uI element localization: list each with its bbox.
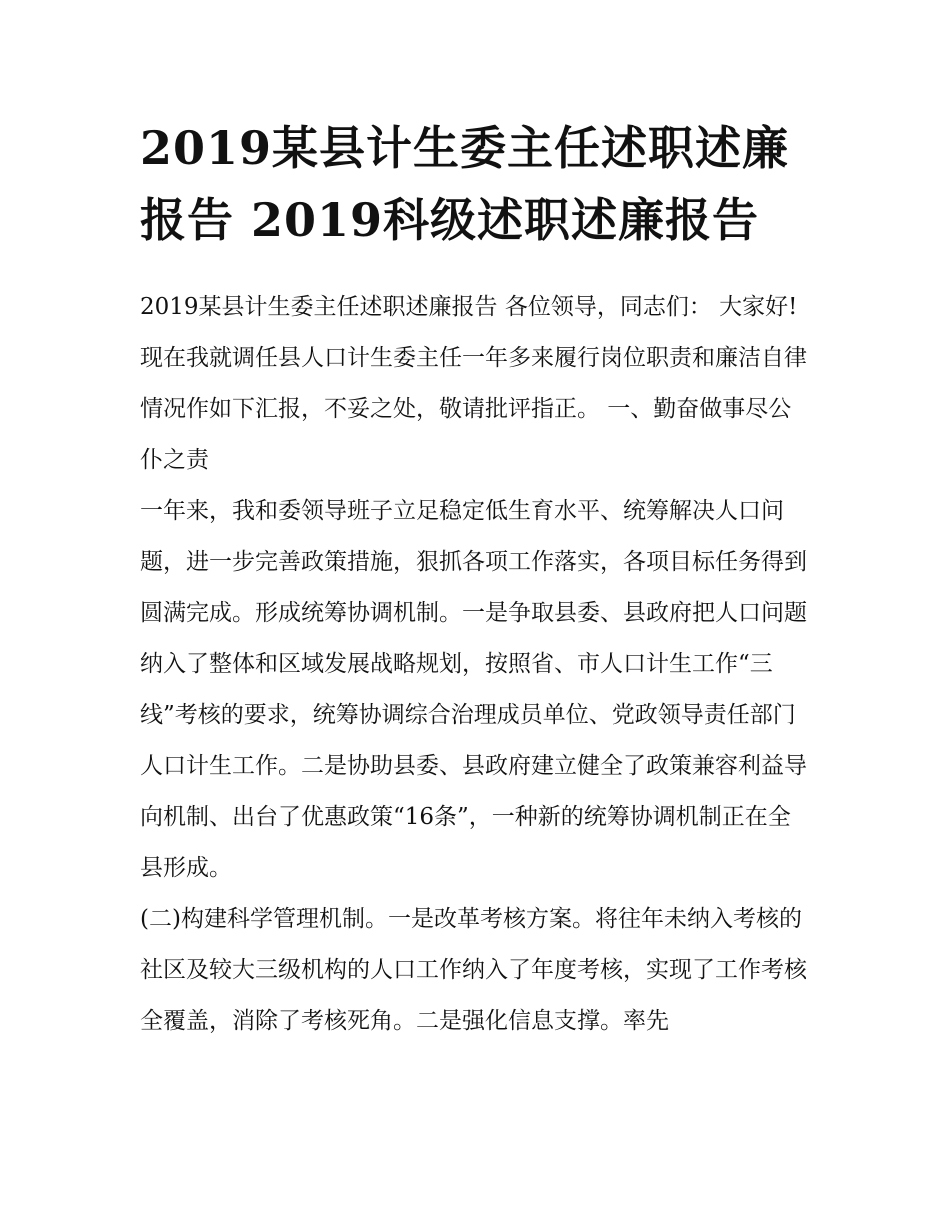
paragraph-coordination: 一年来，我和委领导班子立足稳定低生育水平、统筹解决人口问题，进一步完善政策措施，狠抓各项工作落实，各项目标任务得到圆满完成。形成统筹协调机制。一是争取县委、县政府把人口问题纳入了整体和区域发展战略规划，按照省、市人口计生工作“三线”考核的要求，统筹协调综合治理成员单位、党政领导责任部门人口计生工作。二是协助县委、县政府建立健全了政策兼容利益导向机制、出台了优惠政策“16条”，一种新的统筹协调机制正在全县形成。	[140, 498, 807, 881]
document-title: 2019某县计生委主任述职述廉报告 2019科级述职述廉报告	[140, 121, 790, 247]
paragraph-intro: 现在我就调任县人口计生委主任一年多来履行岗位职责和廉洁自律情况作如下汇报，不妥之处，敬请批评指正。 一、勤奋做事尽公仆之责	[140, 345, 807, 473]
paragraph-greeting: 2019某县计生委主任述职述廉报告 各位领导，同志们： 大家好!	[140, 294, 798, 320]
document-body	[140, 282, 812, 1047]
paragraph-management: (二)构建科学管理机制。一是改革考核方案。将往年未纳入考核的社区及较大三级机构的人口工作纳入了年度考核，实现了工作考核全覆盖，消除了考核死角。二是强化信息支撑。率先	[140, 906, 807, 1034]
document-page	[140, 112, 812, 1047]
